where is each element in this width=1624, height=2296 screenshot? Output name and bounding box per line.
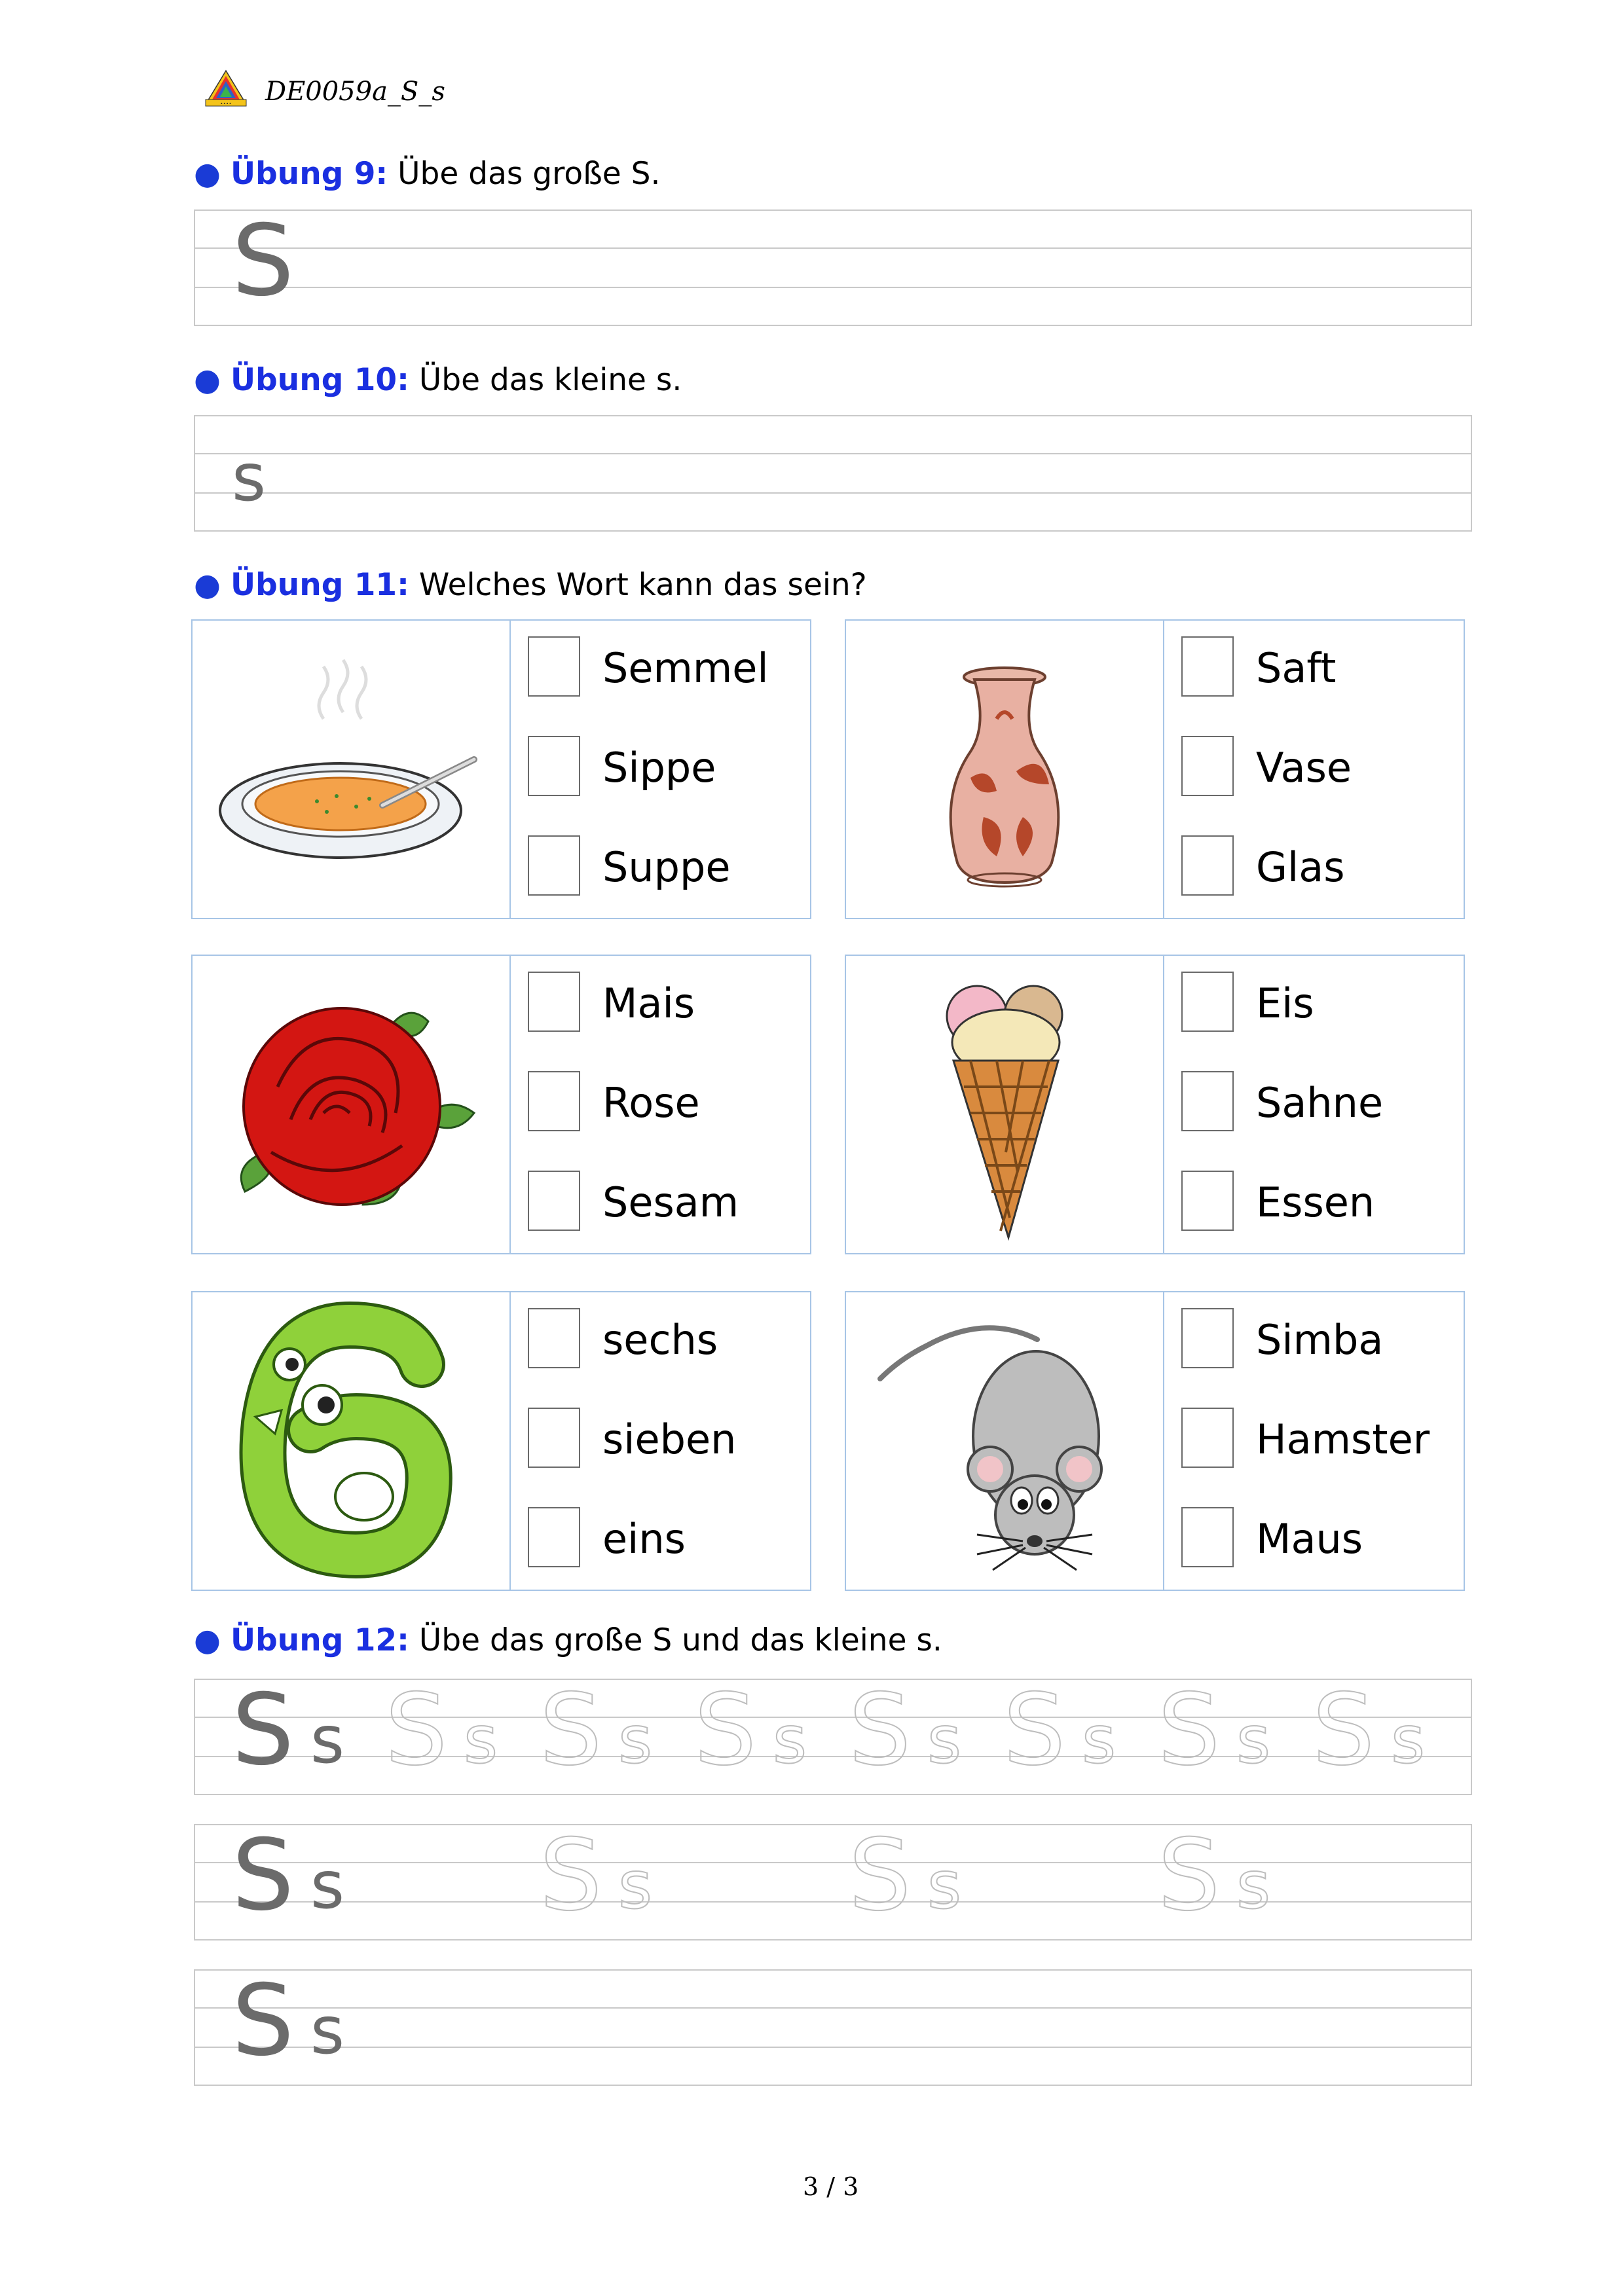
guide-letter-upper: S [232, 1964, 295, 2078]
option-row[interactable] [528, 1507, 803, 1573]
exercise-12-heading [194, 1622, 942, 1659]
option-row[interactable] [1181, 1071, 1456, 1137]
checkbox[interactable] [1181, 1507, 1234, 1567]
trace-letter-lower: s [1391, 1702, 1426, 1778]
word-choice-card-soup [191, 619, 811, 919]
option-label: Glas [1256, 843, 1345, 891]
rose-icon [193, 956, 509, 1253]
guide-letter-lower: s [232, 439, 267, 516]
trace-letter-upper: S [540, 1673, 602, 1787]
exercise-label: Übung 10: [230, 362, 409, 398]
option-label: Sahne [1256, 1079, 1384, 1127]
number-six-creature-icon [193, 1292, 509, 1590]
checkbox[interactable] [1181, 972, 1234, 1032]
writing-lines-ex12-row1[interactable] [194, 1673, 1472, 1795]
option-row[interactable] [1181, 972, 1456, 1037]
option-row[interactable] [528, 835, 803, 901]
writing-lines-ex9[interactable] [194, 204, 1472, 326]
checkbox[interactable] [1181, 736, 1234, 796]
exercise-label: Übung 12: [230, 1622, 409, 1658]
checkbox[interactable] [528, 835, 580, 896]
trace-letter-lower: s [1082, 1702, 1116, 1778]
bullet: ● [194, 567, 221, 603]
checkbox[interactable] [528, 1308, 580, 1368]
option-label: Sesam [602, 1178, 739, 1226]
option-row[interactable] [1181, 736, 1456, 801]
writing-lines-ex12-row2[interactable] [194, 1819, 1472, 1941]
trace-letter-upper: S [1158, 1673, 1221, 1787]
trace-letter-upper: S [849, 1819, 912, 1933]
checkbox[interactable] [1181, 1071, 1234, 1131]
exercise-instruction: Welches Wort kann das sein? [418, 567, 867, 603]
option-label: sechs [602, 1316, 718, 1364]
bullet: ● [194, 362, 221, 398]
trace-letter-upper: S [1003, 1673, 1066, 1787]
trace-letter-lower: s [618, 1847, 653, 1923]
option-label: Rose [602, 1079, 700, 1127]
guide-letter-upper: S [232, 1673, 295, 1787]
exercise-instruction: Übe das große S. [397, 156, 661, 192]
trace-letter-lower: s [1236, 1702, 1271, 1778]
option-label: Suppe [602, 843, 731, 891]
trace-letter-upper: S [694, 1673, 757, 1787]
option-row[interactable] [528, 1071, 803, 1137]
option-row[interactable] [1181, 1507, 1456, 1573]
option-row[interactable] [1181, 1308, 1456, 1374]
exercise-label: Übung 9: [230, 156, 388, 192]
option-row[interactable] [528, 1171, 803, 1236]
soup-bowl-icon [193, 621, 509, 918]
svg-text:∙∙∙∙: ∙∙∙∙ [220, 101, 232, 106]
trace-letter-lower: s [464, 1702, 498, 1778]
checkbox[interactable] [528, 1507, 580, 1567]
option-label: Eis [1256, 979, 1314, 1027]
exercise-10-heading [194, 362, 682, 399]
checkbox[interactable] [528, 1408, 580, 1468]
option-label: Hamster [1256, 1415, 1430, 1463]
exercise-label: Übung 11: [230, 567, 409, 603]
checkbox[interactable] [1181, 636, 1234, 697]
option-label: Sippe [602, 744, 716, 792]
option-row[interactable] [528, 972, 803, 1037]
word-choice-card-rose [191, 955, 811, 1254]
option-label: sieben [602, 1415, 737, 1463]
bullet: ● [194, 156, 221, 192]
trace-letter-upper: S [540, 1819, 602, 1933]
trace-letter-lower: s [773, 1702, 807, 1778]
exercise-11-heading [194, 567, 867, 604]
writing-lines-ex10[interactable] [194, 415, 1472, 532]
guide-letter-upper: S [232, 1819, 295, 1933]
guide-letter-upper: S [232, 204, 295, 318]
checkbox[interactable] [528, 972, 580, 1032]
option-row[interactable] [528, 736, 803, 801]
word-choice-card-ice-cream [845, 955, 1465, 1254]
option-label: Vase [1256, 744, 1352, 792]
word-choice-card-mouse [845, 1291, 1465, 1591]
vase-icon [846, 621, 1163, 918]
rainbow-house-logo-icon [204, 69, 248, 107]
option-row[interactable] [528, 1408, 803, 1473]
guide-letter-lower: s [310, 1992, 345, 2069]
trace-letter-upper: S [385, 1673, 448, 1787]
checkbox[interactable] [1181, 1308, 1234, 1368]
word-choice-card-six [191, 1291, 811, 1591]
checkbox[interactable] [1181, 835, 1234, 896]
option-label: eins [602, 1515, 686, 1563]
document-id: DE0059a_S_s [265, 77, 445, 107]
option-label: Maus [1256, 1515, 1363, 1563]
exercise-instruction: Übe das kleine s. [418, 362, 682, 398]
checkbox[interactable] [1181, 1408, 1234, 1468]
guide-letter-lower: s [310, 1847, 345, 1923]
option-row[interactable] [528, 1308, 803, 1374]
exercise-instruction: Übe das große S und das kleine s. [418, 1622, 942, 1658]
option-row[interactable] [1181, 636, 1456, 702]
option-label: Essen [1256, 1178, 1375, 1226]
word-choice-card-vase [845, 619, 1465, 919]
trace-letter-lower: s [1236, 1847, 1271, 1923]
checkbox[interactable] [528, 636, 580, 697]
exercise-9-heading [194, 156, 660, 192]
mouse-icon [846, 1292, 1163, 1590]
trace-letter-upper: S [849, 1673, 912, 1787]
ice-cream-cone-icon [846, 956, 1163, 1253]
trace-letter-upper: S [1158, 1819, 1221, 1933]
trace-letter-upper: S [1312, 1673, 1375, 1787]
option-label: Saft [1256, 644, 1337, 692]
guide-letter-lower: s [310, 1702, 345, 1778]
trace-letter-lower: s [618, 1702, 653, 1778]
option-label: Mais [602, 979, 695, 1027]
trace-letter-lower: s [927, 1847, 962, 1923]
option-row[interactable] [528, 636, 803, 702]
option-row[interactable] [1181, 835, 1456, 901]
checkbox[interactable] [528, 1071, 580, 1131]
checkbox[interactable] [528, 1171, 580, 1231]
option-label: Simba [1256, 1316, 1384, 1364]
trace-letter-lower: s [927, 1702, 962, 1778]
option-label: Semmel [602, 644, 769, 692]
checkbox[interactable] [1181, 1171, 1234, 1231]
option-row[interactable] [1181, 1408, 1456, 1473]
bullet: ● [194, 1622, 221, 1658]
page-number: 3 / 3 [803, 2172, 859, 2201]
writing-lines-ex12-row3[interactable] [194, 1964, 1472, 2086]
option-row[interactable] [1181, 1171, 1456, 1236]
checkbox[interactable] [528, 736, 580, 796]
